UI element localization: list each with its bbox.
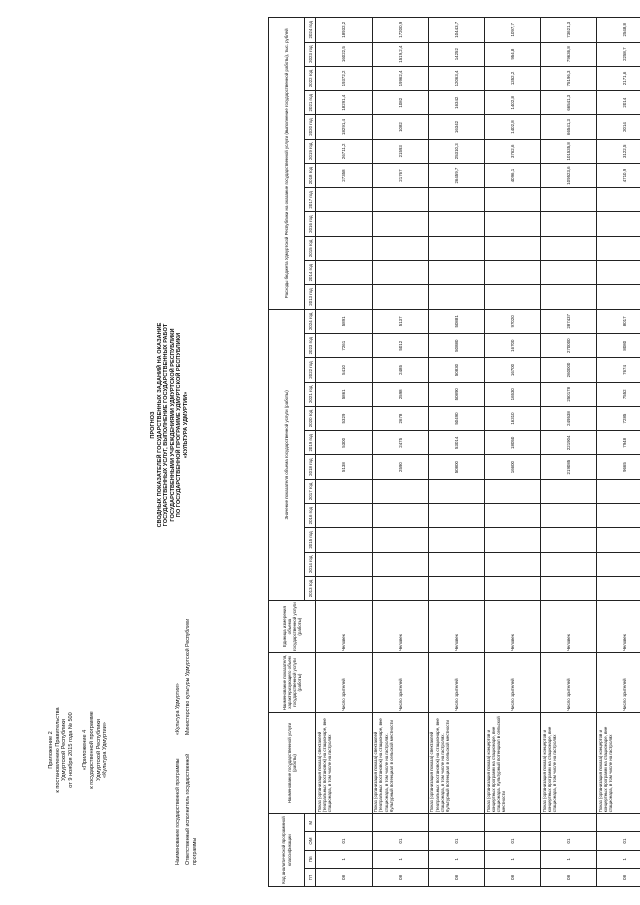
code-gp-cell: 08 xyxy=(428,868,484,886)
unit-header: Единица измерения объема государственной услуги (работы) xyxy=(269,601,316,653)
expense-value-cell: 21767 xyxy=(372,163,428,187)
title-line: «КУЛЬТУРА УДМУРТИИ» xyxy=(182,391,189,459)
appendix-header xyxy=(48,690,109,810)
volume-value-cell: 7261 xyxy=(316,334,372,358)
expense-value-cell: 75196,3 xyxy=(541,66,597,90)
appendix-line: «Культура Удмуртии» xyxy=(102,722,109,778)
expense-value-cell: 109523,6 xyxy=(541,163,597,187)
volume-value-cell: 5861 xyxy=(316,382,372,406)
volume-value-cell: 270000 xyxy=(541,334,597,358)
expense-value-cell: 101535,8 xyxy=(541,139,597,163)
unit-cell: Человек xyxy=(597,601,640,653)
expense-value-cell xyxy=(597,212,640,236)
expense-value-cell: 16342 xyxy=(428,91,484,115)
indicator-cell: Число зрителей xyxy=(428,653,484,713)
code-pp-cell: 1 xyxy=(372,850,428,868)
volume-value-cell: 7674 xyxy=(597,358,640,382)
expense-value-cell: 1352,2 xyxy=(484,66,540,90)
year-header: 2024 год xyxy=(305,18,316,43)
expense-value-cell: 66541,3 xyxy=(541,115,597,139)
expense-value-cell: 4096,1 xyxy=(484,163,540,187)
expense-value-cell xyxy=(428,212,484,236)
year-header: 2017 год xyxy=(305,188,316,212)
volume-value-cell: 5410 xyxy=(316,358,372,382)
expense-value-cell: 3122,5 xyxy=(597,139,640,163)
volume-value-cell xyxy=(597,552,640,576)
table-row xyxy=(428,18,484,887)
expense-value-cell: 12063,4 xyxy=(428,66,484,90)
volume-value-cell xyxy=(541,479,597,503)
volume-value-cell xyxy=(372,504,428,528)
expense-value-cell xyxy=(428,285,484,309)
year-header: 2014 год xyxy=(305,261,316,285)
volume-value-cell: 5300 xyxy=(316,431,372,455)
year-header: 2015 год xyxy=(305,528,316,552)
volume-value-cell: 50890 xyxy=(428,382,484,406)
code-om-cell: 01 xyxy=(372,832,428,850)
table-row xyxy=(597,18,640,887)
expense-value-cell: 1082 xyxy=(372,115,428,139)
volume-value-cell xyxy=(316,528,372,552)
expense-value-cell: 26459,7 xyxy=(428,163,484,187)
code-col-m: М xyxy=(305,814,316,832)
volume-value-cell xyxy=(316,504,372,528)
code-m-cell xyxy=(316,814,372,832)
appendix-line: «Приложение 4 xyxy=(82,729,89,771)
expense-value-cell: 1402,8 xyxy=(484,115,540,139)
expense-value-cell: 79636,8 xyxy=(541,42,597,66)
volume-value-cell xyxy=(484,504,540,528)
volume-value-cell: 2590 xyxy=(372,455,428,479)
expense-value-cell xyxy=(428,188,484,212)
volume-value-cell xyxy=(316,479,372,503)
code-pp-cell: 1 xyxy=(484,850,540,868)
expense-value-cell xyxy=(597,261,640,285)
unit-cell: Человек xyxy=(372,601,428,653)
service-name-cell: Показ (организация показа) спектаклей (театральных постановок) на стационаре, вне стационара, в том числе на гастролях xyxy=(316,712,372,813)
year-header: 2019 год xyxy=(305,431,316,455)
indicator-cell: Число зрителей xyxy=(597,653,640,713)
code-om-cell: 01 xyxy=(597,832,640,850)
expense-value-cell: 17200,9 xyxy=(372,18,428,43)
executor-value: Министерство культуры Удмуртской Республики xyxy=(185,618,192,735)
volume-value-cell: 50490 xyxy=(428,406,484,430)
expense-value-cell xyxy=(316,212,372,236)
volume-value-cell: 5138 xyxy=(316,455,372,479)
year-header: 2020 год xyxy=(305,406,316,430)
unit-cell: Человек xyxy=(484,601,540,653)
indicator-cell: Число зрителей xyxy=(316,653,372,713)
unit-cell: Человек xyxy=(316,601,372,653)
executor-label: Ответственный исполнитель государственной программы xyxy=(185,753,198,865)
code-m-cell xyxy=(428,814,484,832)
table-row xyxy=(541,18,597,887)
expense-value-cell xyxy=(372,188,428,212)
code-header: Код аналитической программной классификации xyxy=(269,814,305,887)
volume-value-cell: 260000 xyxy=(541,358,597,382)
volume-value-cell: 2485 xyxy=(372,358,428,382)
code-om-cell: 01 xyxy=(428,832,484,850)
code-col-gp: ГП xyxy=(305,868,316,886)
expense-value-cell: 2548,8 xyxy=(597,18,640,43)
expense-value-cell xyxy=(372,212,428,236)
volume-value-cell xyxy=(372,552,428,576)
volume-value-cell: 50830 xyxy=(428,358,484,382)
title-line: ГОСУДАРСТВЕННЫХ УСЛУГ, ВЫПОЛНЕНИЕ ГОСУДАРСТВЕННЫХ РАБОТ xyxy=(163,323,170,527)
volume-value-cell: 50880 xyxy=(428,334,484,358)
expense-value-cell xyxy=(541,261,597,285)
expense-value-cell xyxy=(484,261,540,285)
code-gp-cell: 08 xyxy=(372,868,428,886)
expense-value-cell: 27358 xyxy=(316,163,372,187)
code-pp-cell: 1 xyxy=(597,850,640,868)
code-gp-cell: 08 xyxy=(597,868,640,886)
volume-value-cell: 5891 xyxy=(316,309,372,333)
year-header: 2014 год xyxy=(305,552,316,576)
volume-value-cell xyxy=(597,479,640,503)
volume-value-cell: 221904 xyxy=(541,431,597,455)
expense-value-cell: 1082 xyxy=(372,91,428,115)
year-header: 2023 год xyxy=(305,334,316,358)
expense-value-cell: 21593 xyxy=(372,139,428,163)
volume-value-cell: 7552 xyxy=(597,382,640,406)
expense-value-cell: 954,8 xyxy=(484,42,540,66)
expense-value-cell xyxy=(597,285,640,309)
service-name-cell: Показ (организация показа) спектаклей (театральных постановок) на стационаре, вне стационара, в том числе на гастролях. Культурный потенциал в сельской местности xyxy=(428,712,484,813)
volume-value-cell: 2475 xyxy=(372,431,428,455)
forecast-table xyxy=(268,17,640,887)
expense-value-cell xyxy=(484,285,540,309)
year-header: 2013 год xyxy=(305,285,316,309)
code-m-cell xyxy=(484,814,540,832)
appendix-line: Удмуртской Республики xyxy=(61,719,68,781)
expense-value-cell xyxy=(316,285,372,309)
expense-value-cell: 73621,3 xyxy=(541,18,597,43)
appendix-line: к государственной программе xyxy=(88,711,95,789)
service-name-cell: Показ (организация показа) концертов и концертных программ на стационаре, вне стационара. Культурный потенциал в сельской местности xyxy=(484,712,540,813)
expense-value-cell: 25310,3 xyxy=(428,139,484,163)
volume-value-cell xyxy=(316,576,372,600)
year-header: 2017 год xyxy=(305,479,316,503)
indicator-cell: Число зрителей xyxy=(541,653,597,713)
volume-header: Значение показателя объема государственной услуги (работы) xyxy=(269,309,305,601)
volume-value-cell: 9665 xyxy=(597,455,640,479)
volume-value-cell xyxy=(428,576,484,600)
volume-value-cell: 16310 xyxy=(484,406,540,430)
volume-value-cell: 97020 xyxy=(484,309,540,333)
code-gp-cell: 08 xyxy=(484,868,540,886)
service-header: Наименование государственной услуги (работы) xyxy=(269,712,316,813)
code-om-cell: 01 xyxy=(484,832,540,850)
code-pp-cell: 1 xyxy=(428,850,484,868)
table-header-row xyxy=(269,18,305,887)
year-header: 2016 год xyxy=(305,504,316,528)
service-name-cell: Показ (организация показа) концертов и концертных программ на стационаре, вне стационара, в том числе на гастролях xyxy=(597,712,640,813)
appendix-line: от 9 ноября 2015 года № 500 xyxy=(67,712,74,788)
expense-value-cell: 16022,5 xyxy=(316,42,372,66)
code-pp-cell: 1 xyxy=(541,850,597,868)
volume-value-cell xyxy=(541,552,597,576)
expense-value-cell: 19372,2 xyxy=(316,66,372,90)
title-line: ПО ГОСУДАРСТВЕННОЙ ПРОГРАММЕ УДМУРТСКОЙ РЕСПУБЛИКИ xyxy=(176,332,183,518)
volume-value-cell: 2598 xyxy=(372,382,428,406)
code-pp-cell: 1 xyxy=(316,850,372,868)
table-row xyxy=(484,18,540,887)
volume-value-cell: 16700 xyxy=(484,334,540,358)
code-om-cell: 01 xyxy=(316,832,372,850)
year-header: 2021 год xyxy=(305,91,316,115)
code-col-om: ОМ xyxy=(305,832,316,850)
title-line: СВОДНЫХ ПОКАЗАТЕЛЕЙ ГОСУДАРСТВЕННЫХ ЗАДАНИЙ НА ОКАЗАНИЕ xyxy=(156,322,163,528)
volume-value-cell xyxy=(597,528,640,552)
indicator-header: Наименование показателя, характеризующего объем государственной услуги (работы) xyxy=(269,653,316,713)
volume-value-cell: 16700 xyxy=(484,358,540,382)
year-header: 2018 год xyxy=(305,163,316,187)
table-row xyxy=(316,18,372,887)
volume-value-cell xyxy=(428,528,484,552)
expense-value-cell xyxy=(428,236,484,260)
volume-value-cell xyxy=(484,528,540,552)
expense-value-cell xyxy=(597,236,640,260)
volume-value-cell xyxy=(428,504,484,528)
volume-value-cell xyxy=(428,552,484,576)
expense-value-cell: 14252 xyxy=(428,42,484,66)
year-header: 2021 год xyxy=(305,382,316,406)
volume-value-cell xyxy=(541,528,597,552)
year-header: 2015 год xyxy=(305,236,316,260)
expense-value-cell xyxy=(597,188,640,212)
expense-value-cell xyxy=(541,212,597,236)
volume-value-cell: 250178 xyxy=(541,382,597,406)
expense-value-cell xyxy=(372,261,428,285)
expense-value-cell: 26711,2 xyxy=(316,139,372,163)
expense-value-cell xyxy=(484,212,540,236)
volume-value-cell: 8080 xyxy=(597,334,640,358)
expense-value-cell xyxy=(372,236,428,260)
code-m-cell xyxy=(372,814,428,832)
code-m-cell xyxy=(541,814,597,832)
unit-cell: Человек xyxy=(428,601,484,653)
volume-value-cell: 7285 xyxy=(597,406,640,430)
code-m-cell xyxy=(597,814,640,832)
indicator-cell: Число зрителей xyxy=(372,653,428,713)
expense-value-cell: 3762,6 xyxy=(484,139,540,163)
title-line: ГОСУДАРСТВЕННЫМИ УЧРЕЖДЕНИЯМИ УДМУРТСКОЙ РЕСПУБЛИКИ xyxy=(169,328,176,522)
expense-value-cell: 2014 xyxy=(597,91,640,115)
indicator-cell: Число зрителей xyxy=(484,653,540,713)
expense-value-cell: 2171,6 xyxy=(597,66,640,90)
expense-value-cell xyxy=(316,236,372,260)
table-row xyxy=(372,18,428,887)
volume-value-cell: 249538 xyxy=(541,406,597,430)
expense-value-cell: 18932,2 xyxy=(316,18,372,43)
expense-value-cell xyxy=(316,261,372,285)
volume-value-cell xyxy=(597,576,640,600)
volume-value-cell xyxy=(541,504,597,528)
unit-cell: Человек xyxy=(541,601,597,653)
volume-value-cell xyxy=(316,552,372,576)
code-gp-cell: 08 xyxy=(541,868,597,886)
volume-value-cell: 50800 xyxy=(428,455,484,479)
volume-value-cell: 16530 xyxy=(484,382,540,406)
volume-value-cell: 50881 xyxy=(428,309,484,333)
expense-value-cell: 2258,7 xyxy=(597,42,640,66)
volume-value-cell: 16600 xyxy=(484,455,540,479)
volume-value-cell xyxy=(484,479,540,503)
expense-value-cell: 16342 xyxy=(428,115,484,139)
volume-value-cell xyxy=(428,479,484,503)
expense-value-cell xyxy=(541,236,597,260)
volume-value-cell: 53014 xyxy=(428,431,484,455)
appendix-line: Удмуртской Республики xyxy=(95,719,102,781)
code-om-cell: 01 xyxy=(541,832,597,850)
volume-value-cell xyxy=(372,479,428,503)
year-header: 2020 год xyxy=(305,115,316,139)
volume-value-cell xyxy=(597,504,640,528)
expense-value-cell: 18291,4 xyxy=(316,91,372,115)
expense-value-cell xyxy=(428,261,484,285)
year-header: 2023 год xyxy=(305,42,316,66)
volume-value-cell xyxy=(484,552,540,576)
expense-value-cell: 1402,8 xyxy=(484,91,540,115)
volume-value-cell: 5329 xyxy=(316,406,372,430)
expense-value-cell: 1097,7 xyxy=(484,18,540,43)
year-header: 2016 год xyxy=(305,212,316,236)
year-header: 2018 год xyxy=(305,455,316,479)
volume-value-cell: 219085 xyxy=(541,455,597,479)
title-line: ПРОГНОЗ xyxy=(150,411,156,439)
expense-value-cell: 1519,2,4 xyxy=(372,42,428,66)
year-header: 2019 год xyxy=(305,139,316,163)
volume-value-cell: 287437 xyxy=(541,309,597,333)
volume-value-cell: 8017 xyxy=(597,309,640,333)
expense-value-cell: 18291,4 xyxy=(316,115,372,139)
expense-value-cell: 4710,9 xyxy=(597,163,640,187)
expense-value-cell: 10443,7 xyxy=(428,18,484,43)
volume-value-cell: 5137 xyxy=(372,309,428,333)
service-name-cell: Показ (организация показа) концертов и концертных программ на стационаре, вне стационара, в том числе на гастролях xyxy=(541,712,597,813)
volume-value-cell xyxy=(541,576,597,600)
expense-value-cell: 2014 xyxy=(597,115,640,139)
volume-value-cell: 5012 xyxy=(372,334,428,358)
expense-value-cell: 66541,3 xyxy=(541,91,597,115)
year-header: 2022 год xyxy=(305,66,316,90)
expense-value-cell xyxy=(484,236,540,260)
service-name-cell: Показ (организация показа) спектаклей (театральных постановок) на стационаре, вне стационара, в том числе на гастролях. Культурный потенциал в сельской местности xyxy=(372,712,428,813)
expense-value-cell xyxy=(484,188,540,212)
volume-value-cell xyxy=(372,576,428,600)
year-header: 2022 год xyxy=(305,358,316,382)
expense-value-cell: 19962,4 xyxy=(372,66,428,90)
expenses-header: Расходы бюджета Удмуртской Республики на оказание государственной услуги (выполнение государственной работы), тыс. рублей xyxy=(269,18,305,310)
volume-value-cell xyxy=(372,528,428,552)
volume-value-cell xyxy=(484,576,540,600)
volume-value-cell: 18050 xyxy=(484,431,540,455)
expense-value-cell xyxy=(541,188,597,212)
expense-value-cell xyxy=(541,285,597,309)
year-header: 2024 год xyxy=(305,309,316,333)
volume-value-cell: 7948 xyxy=(597,431,640,455)
program-value: «Культура Удмуртии» xyxy=(175,683,181,735)
appendix-line: Приложение 2 xyxy=(48,731,54,769)
appendix-line: к постановлению Правительства xyxy=(54,707,61,793)
volume-value-cell: 2678 xyxy=(372,406,428,430)
year-header: 2013 год xyxy=(305,576,316,600)
expense-value-cell xyxy=(316,188,372,212)
expense-value-cell xyxy=(372,285,428,309)
program-meta xyxy=(175,525,202,865)
code-gp-cell: 08 xyxy=(316,868,372,886)
program-label: Наименование государственной программы xyxy=(175,758,181,865)
code-col-pp: Пп xyxy=(305,850,316,868)
